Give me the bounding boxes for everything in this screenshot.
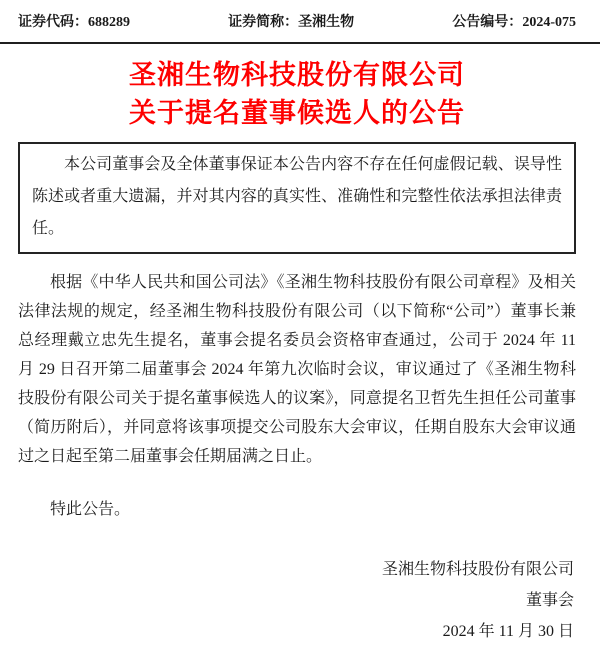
header-divider — [0, 42, 600, 44]
stock-name — [228, 12, 354, 34]
closing-statement: 特此公告。 — [50, 501, 131, 518]
announcement-number-value: 2024-075 — [522, 15, 576, 30]
signature-date: 2024 年 11 月 30 日 — [442, 623, 574, 640]
stock-name-value: 圣湘生物 — [298, 15, 355, 30]
announcement-body-paragraph: 根据《中华人民共和国公司法》《圣湘生物科技股份有限公司章程》及相关法律法规的规定，经圣湘生物科技股份有限公司（以下简称“公司”）董事长兼总经理戴立忠先生提名，董事会提名委员会资格审查通过，公司于 2024 年 11 月 29 日召开第二届董事会 2024 年第九次临时会议，审议通过了《圣湘生物科技股份有限公司关于提名董事候选人的议案》，同意提名卫哲先生担任公司董事（简历附后），并同意将该事项提交公司股东大会审议，任期自股东大会审议通过之日起至第二届董事会任期届满之日止。 — [18, 274, 576, 465]
stock-code-label: 证券代码： — [18, 15, 88, 30]
securities-header — [18, 12, 576, 34]
announcement-number-label: 公告编号： — [452, 15, 523, 30]
board-disclaimer-text: 本公司董事会及全体董事保证本公告内容不存在任何虚假记载、误导性陈述或者重大遗漏，并对其内容的真实性、准确性和完整性依法承担法律责任。 — [32, 156, 562, 237]
stock-code-value: 688289 — [88, 15, 130, 30]
signature-company: 圣湘生物科技股份有限公司 — [381, 561, 574, 578]
title-line-subject: 关于提名董事候选人的公告 — [129, 98, 465, 128]
announcement-title — [18, 56, 576, 132]
signature-block — [18, 554, 576, 647]
stock-name-label: 证券简称： — [228, 15, 299, 30]
announcement-number — [452, 12, 576, 34]
signature-board: 董事会 — [525, 592, 574, 609]
title-line-company: 圣湘生物科技股份有限公司 — [129, 60, 465, 90]
stock-code — [18, 12, 130, 34]
board-disclaimer-box — [18, 142, 576, 254]
